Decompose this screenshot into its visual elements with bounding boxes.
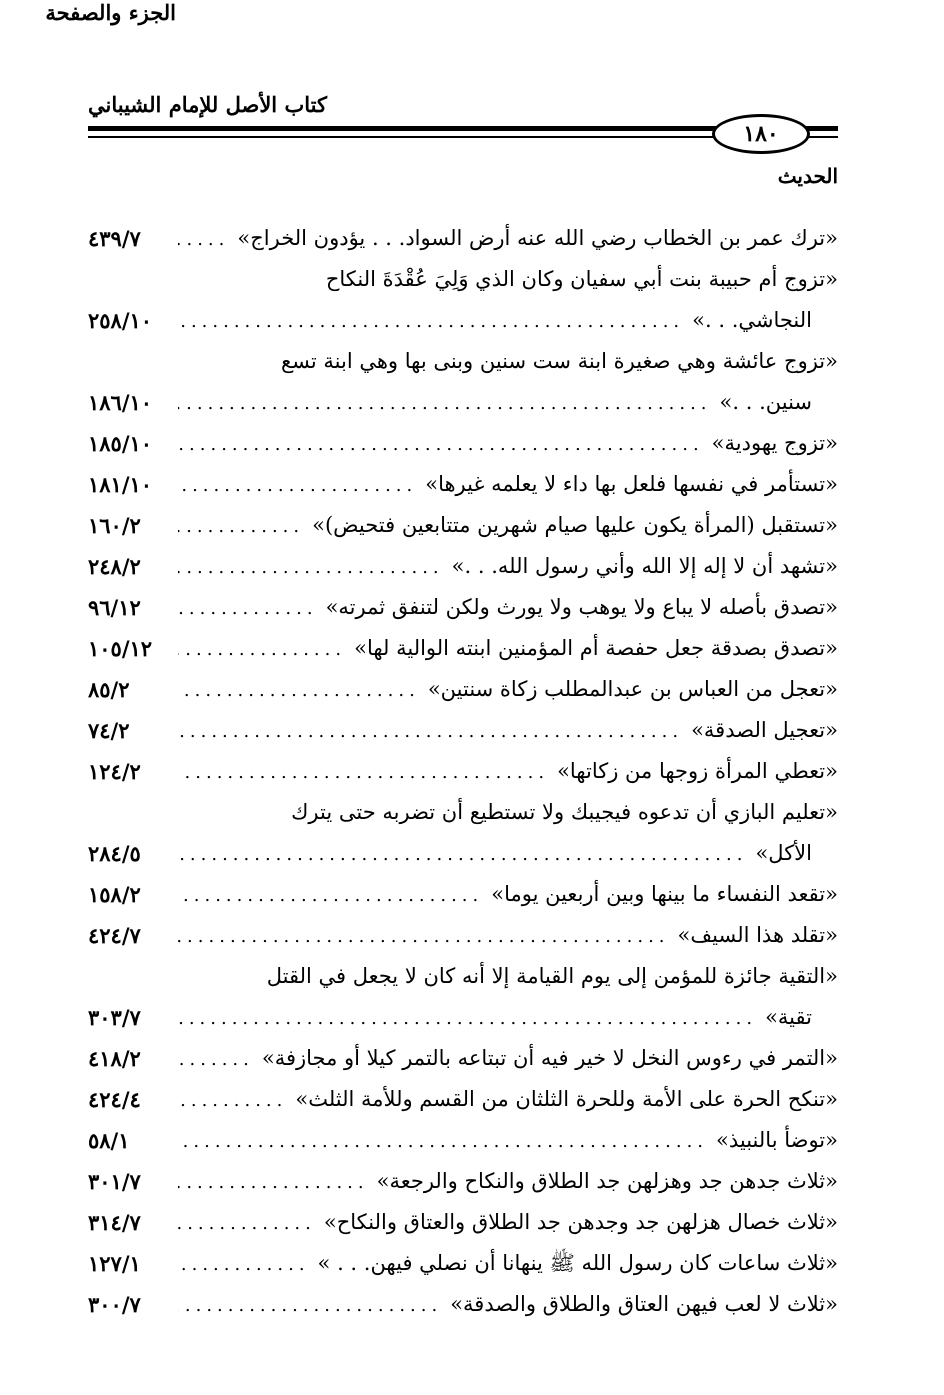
hadith-text: «تزوج أم حبيبة بنت أبي سفيان وكان الذي وَلِيَ عُقْدَةَ النكاح [325, 267, 838, 291]
volume-page-ref: ١٨٦/١٠ [88, 390, 153, 415]
entry-body [178, 259, 838, 300]
index-entry-line [88, 997, 838, 1038]
index-entry-line [88, 1284, 838, 1325]
entry-body [178, 1202, 838, 1243]
index-entry-line [88, 341, 838, 382]
index-entry-line [88, 423, 838, 464]
leader-dots [178, 1285, 442, 1325]
index-entry-line [88, 300, 838, 341]
leader-dots [178, 383, 712, 423]
hadith-text: «تصدق بأصله لا يباع ولا يوهب ولا يورث ولكن لتنفق ثمرته» [325, 595, 838, 619]
volume-page-ref: ٤١٨/٢ [88, 1046, 141, 1071]
volume-page-ref: ١٢٧/١ [88, 1251, 141, 1276]
index-entry-line [88, 1161, 838, 1202]
hadith-text: النجاشي. . .» [692, 308, 812, 332]
index-entry-line [88, 669, 838, 710]
entry-body [178, 1038, 838, 1079]
hadith-text: سنين. . .» [719, 390, 812, 414]
volume-page-ref: ٧٤/٢ [88, 718, 130, 743]
entry-body [178, 1284, 838, 1325]
index-entries [88, 218, 838, 1325]
index-entry-line [88, 874, 838, 915]
hadith-text: «تشهد أن لا إله إلا الله وأني رسول الله. . .» [451, 554, 838, 578]
entry-body [178, 1079, 838, 1120]
volume-page-ref: ٤٣٩/٧ [88, 226, 141, 251]
entry-body [178, 505, 838, 546]
hadith-text: «تعجل من العباس بن عبدالمطلب زكاة سنتين» [427, 677, 838, 701]
hadith-text: «ثلاث خصال هزلهن جد وجدهن جد الطلاق والعتاق والنكاح» [323, 1210, 838, 1234]
index-entry-line [88, 587, 838, 628]
entry-body [178, 218, 838, 259]
entry-body [178, 792, 838, 833]
entry-body [178, 833, 812, 874]
volume-page-ref: ٣٠٣/٧ [88, 1005, 141, 1030]
hadith-text: «تعجيل الصدقة» [691, 718, 838, 742]
volume-page-ref: ١٢٤/٢ [88, 759, 141, 784]
volume-page-ref: ١٨٥/١٠ [88, 431, 153, 456]
leader-dots [178, 1039, 254, 1079]
leader-dots [178, 1080, 287, 1120]
index-entry-line [88, 505, 838, 546]
index-entry-line [88, 628, 838, 669]
volume-page-ref: ٣٠٠/٧ [88, 1292, 141, 1317]
book-title: كتاب الأصل للإمام الشيباني [88, 92, 327, 117]
index-entry-line [88, 1120, 838, 1161]
hadith-text: «تستأمر في نفسها فلعل بها داء لا يعلمه غيرها» [425, 472, 838, 496]
leader-dots [178, 998, 757, 1038]
hadith-text: «ثلاث ساعات كان رسول الله ﷺ ينهانا أن نصلي فيهن. . . » [317, 1251, 838, 1275]
entry-body [178, 464, 838, 505]
hadith-text: «تعليم البازي أن تدعوه فيجيبك ولا تستطيع أن تضربه حتى يترك [291, 800, 838, 824]
hadith-text: «تقعد النفساء ما بينها وبين أربعين يوما» [491, 882, 838, 906]
hadith-text: «تستقبل (المرأة يكون عليها صيام شهرين متتابعين فتحيض)» [312, 513, 838, 537]
hadith-text: «تزوج عائشة وهي صغيرة ابنة ست سنين وبنى بها وهي ابنة تسع [280, 349, 838, 373]
entry-body [178, 751, 838, 792]
index-entry-line [88, 1202, 838, 1243]
volume-page-ref: ٢٤٨/٢ [88, 554, 141, 579]
index-entry-line [88, 956, 838, 997]
index-entry-line [88, 833, 838, 874]
entry-body [178, 300, 812, 341]
volume-page-ref: ٤٢٤/٧ [88, 923, 141, 948]
index-entry-line [88, 751, 838, 792]
entry-body [178, 1243, 838, 1284]
leader-dots [178, 875, 483, 915]
index-entry-line [88, 382, 838, 423]
volume-page-ref: ١٨١/١٠ [88, 472, 153, 497]
volume-page-ref: ٢٨٤/٥ [88, 841, 141, 866]
leader-dots [178, 711, 683, 751]
hadith-text: «ثلاث لا لعب فيهن العتاق والطلاق والصدقة» [450, 1292, 838, 1316]
leader-dots [178, 629, 346, 669]
page-number: ١٨٠ [712, 114, 810, 154]
entry-body [178, 628, 838, 669]
leader-dots [178, 301, 684, 341]
hadith-text: تقية» [765, 1005, 812, 1029]
leader-dots [178, 1121, 708, 1161]
index-entry-line [88, 1038, 838, 1079]
leader-dots [178, 916, 670, 956]
volume-page-ref: ١٥٨/٢ [88, 882, 141, 907]
volume-page-ref: ٤٢٤/٤ [88, 1087, 141, 1112]
index-entry-line [88, 259, 838, 300]
volume-page-ref: ٥٨/١ [88, 1128, 130, 1153]
leader-dots [178, 547, 444, 587]
column-header-volume-page: الجزء والصفحة [45, 0, 176, 25]
hadith-text: الأكل» [755, 841, 812, 865]
entry-body [178, 423, 838, 464]
hadith-text: «تقلد هذا السيف» [677, 923, 838, 947]
entry-body [178, 546, 838, 587]
leader-dots [178, 834, 747, 874]
entry-body [178, 874, 838, 915]
volume-page-ref: ١٦٠/٢ [88, 513, 141, 538]
leader-dots [178, 424, 704, 464]
column-header-hadith: الحديث [777, 164, 838, 188]
entry-body [178, 587, 838, 628]
index-entry-line [88, 464, 838, 505]
index-entry-line [88, 710, 838, 751]
hadith-text: «ثلاث جدهن جد وهزلهن جد الطلاق والنكاح والرجعة» [376, 1169, 838, 1193]
leader-dots [178, 588, 318, 628]
leader-dots [178, 1203, 316, 1243]
entry-body [178, 710, 838, 751]
leader-dots [178, 219, 229, 259]
volume-page-ref: ٣١٤/٧ [88, 1210, 141, 1235]
entry-body [178, 997, 812, 1038]
leader-dots [178, 1244, 310, 1284]
index-entry-line [88, 792, 838, 833]
entry-body [178, 669, 838, 710]
entry-body [178, 1161, 838, 1202]
volume-page-ref: ١٠٥/١٢ [88, 636, 153, 661]
entry-body [178, 956, 838, 997]
entry-body [178, 1120, 838, 1161]
hadith-text: «توضأ بالنبيذ» [716, 1128, 838, 1152]
entry-body [178, 915, 838, 956]
entry-body [178, 341, 838, 382]
volume-page-ref: ٣٠١/٧ [88, 1169, 141, 1194]
index-entry-line [88, 1243, 838, 1284]
leader-dots [178, 670, 420, 710]
leader-dots [178, 506, 304, 546]
hadith-text: «تصدق بصدقة جعل حفصة أم المؤمنين ابنته الوالية لها» [354, 636, 838, 660]
leader-dots [178, 752, 549, 792]
volume-page-ref: ٢٥٨/١٠ [88, 308, 153, 333]
index-entry-line [88, 546, 838, 587]
hadith-text: «تعطي المرأة زوجها من زكاتها» [557, 759, 838, 783]
hadith-text: «تنكح الحرة على الأمة وللحرة الثلثان من القسم وللأمة الثلث» [295, 1087, 838, 1111]
hadith-text: «تزوج يهودية» [711, 431, 838, 455]
index-entry-line [88, 1079, 838, 1120]
index-entry-line [88, 915, 838, 956]
leader-dots [178, 1162, 369, 1202]
index-entry-line [88, 218, 838, 259]
hadith-text: «التمر في رءوس النخل لا خير فيه أن تبتاعه بالتمر كيلا أو مجازفة» [261, 1046, 838, 1070]
entry-body [178, 382, 812, 423]
hadith-text: «ترك عمر بن الخطاب رضي الله عنه أرض السواد. . . يؤدون الخراج» [237, 226, 838, 250]
hadith-text: «التقية جائزة للمؤمن إلى يوم القيامة إلا أنه كان لا يجعل في القتل [266, 964, 838, 988]
volume-page-ref: ٩٦/١٢ [88, 595, 141, 620]
volume-page-ref: ٨٥/٢ [88, 677, 130, 702]
leader-dots [178, 465, 417, 505]
